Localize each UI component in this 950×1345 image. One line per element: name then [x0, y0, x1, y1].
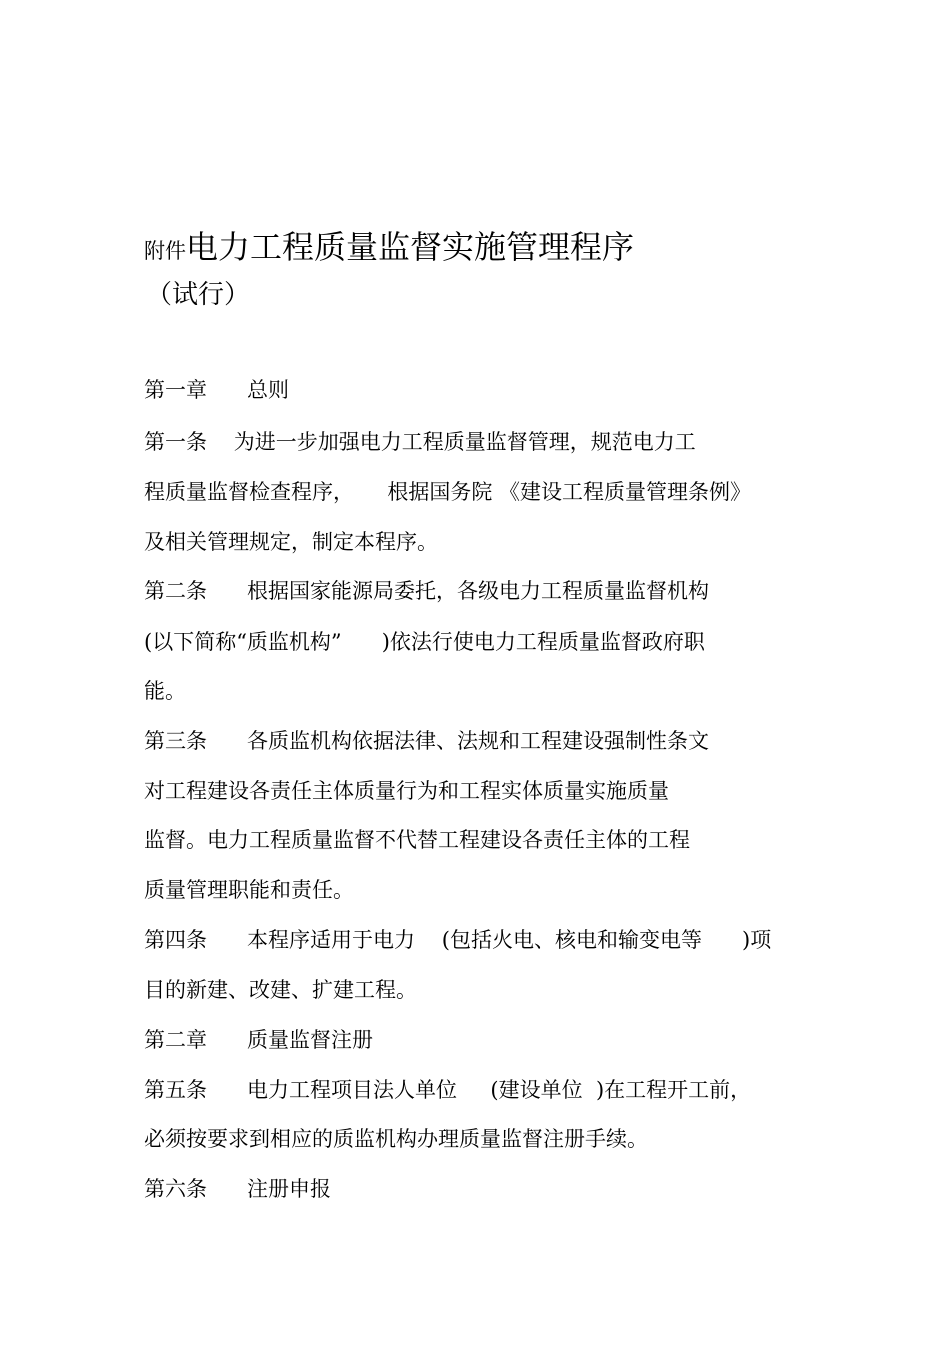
body-line: (以下简称“质监机构” )依法行使电力工程质量监督政府职 [144, 630, 705, 654]
body-line: 质量管理职能和责任。 [144, 878, 354, 902]
body-line: 监督。电力工程质量监督不代替工程建设各责任主体的工程 [144, 828, 690, 852]
body-line: 及相关管理规定，制定本程序。 [144, 530, 438, 554]
body-line: 能。 [144, 679, 186, 703]
body-line: 第二条 根据国家能源局委托，各级电力工程质量监督机构 [144, 579, 710, 603]
body-line: 第五条 电力工程项目法人单位 (建设单位 )在工程开工前， [144, 1078, 752, 1102]
document-title: 电力工程质量监督实施管理程序 [186, 228, 635, 266]
document-subtitle: （试行） [146, 280, 251, 310]
body-line: 第三条 各质监机构依据法律、法规和工程建设强制性条文 [144, 729, 710, 753]
body-line: 第六条 注册申报 [144, 1177, 332, 1201]
body-line: 对工程建设各责任主体质量行为和工程实体质量实施质量 [144, 779, 669, 803]
body-line: 目的新建、改建、扩建工程。 [144, 978, 417, 1002]
title-block [144, 222, 634, 268]
attachment-prefix: 附件 [144, 239, 186, 263]
body-line: 第一条 为进一步加强电力工程质量监督管理，规范电力工 [144, 430, 696, 454]
body-line: 必须按要求到相应的质监机构办理质量监督注册手续。 [144, 1127, 648, 1151]
chapter-2-heading: 第二章 质量监督注册 [144, 1028, 374, 1052]
body-line: 程质量监督检查程序， 根据国务院 《建设工程质量管理条例》 [144, 480, 752, 504]
chapter-1-heading: 第一章 总则 [144, 378, 290, 402]
body-line: 第四条 本程序适用于电力 (包括火电、核电和输变电等 )项 [144, 928, 772, 952]
